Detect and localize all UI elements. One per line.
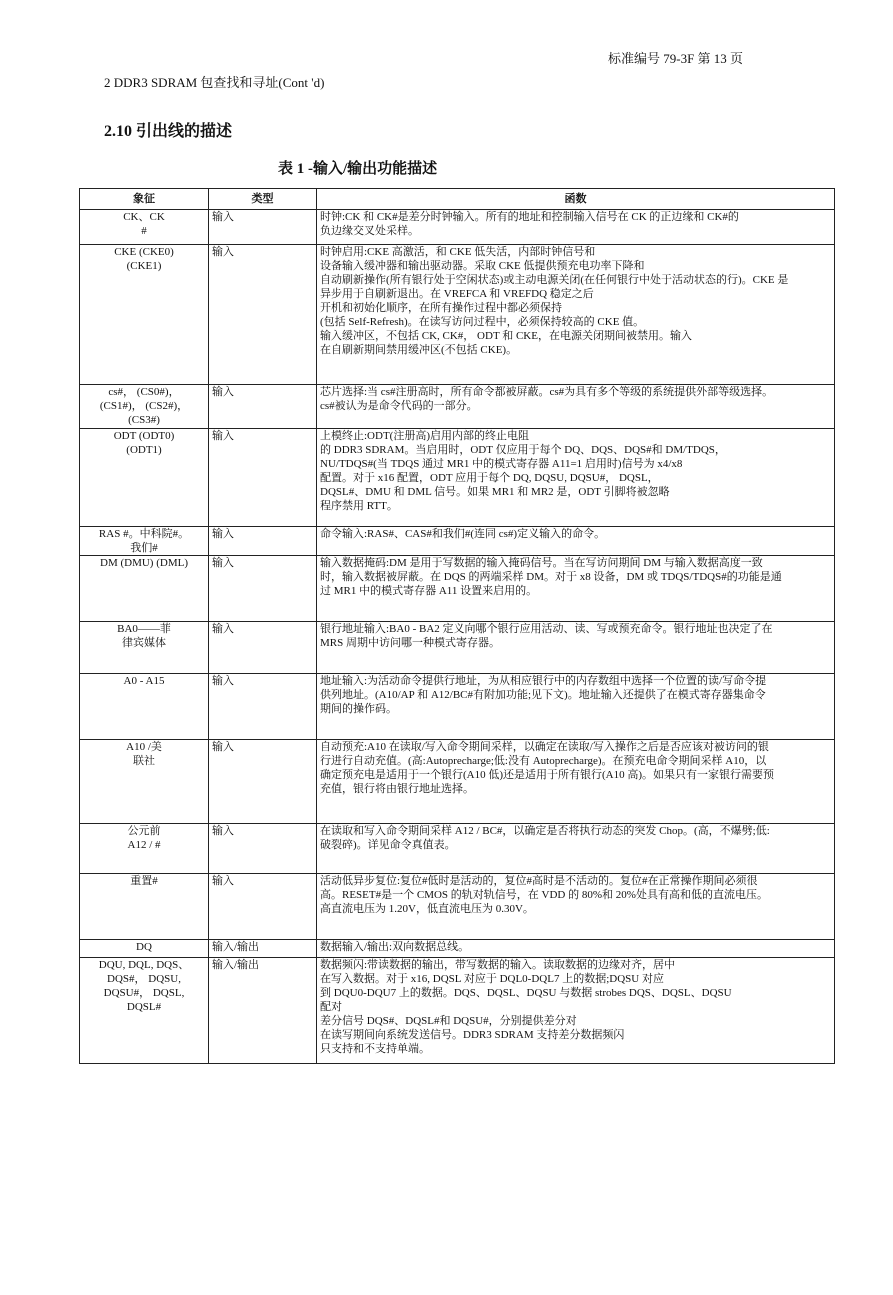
function-cell: 数据输入/输出:双向数据总线。 [317, 940, 835, 958]
symbol-cell: DQU, DQL, DQS、 DQS#， DQSU, DQSU#， DQSL, DQSL# [80, 958, 209, 1064]
symbol-cell: DM (DMU) (DML) [80, 556, 209, 622]
symbol-cell: CKE (CKE0) (CKE1) [80, 245, 209, 385]
type-cell: 输入 [209, 556, 317, 622]
symbol-cell: DQ [80, 940, 209, 958]
type-cell: 输入 [209, 527, 317, 556]
symbol-cell: cs#， (CS0#)， (CS1#)， (CS2#)， (CS3#) [80, 385, 209, 429]
type-cell: 输入 [209, 622, 317, 674]
type-cell: 输入 [209, 740, 317, 824]
function-cell: 输入数据掩码:DM 是用于写数据的输入掩码信号。当在写访问期间 DM 与输入数据高度一致 时，输入数据被屏蔽。在 DQS 的两端采样 DM。对于 x8 设备，DM 或 TDQS/TDQS#的功能是通 过 MR1 中的模式寄存器 A11 设置来启用的。 [317, 556, 835, 622]
type-cell: 输入 [209, 245, 317, 385]
symbol-cell: 公元前 A12 / # [80, 824, 209, 874]
symbol-cell: CK、CK # [80, 210, 209, 245]
symbol-cell: A10 /美 联社 [80, 740, 209, 824]
table-row [80, 429, 835, 527]
function-cell: 在读取和写入命令期间采样 A12 / BC#，以确定是否将执行动态的突发 Chop。(高，不爆劈;低: 破裂碎)。详见命令真值表。 [317, 824, 835, 874]
symbol-cell: BA0——菲 律宾媒体 [80, 622, 209, 674]
function-cell: 命令输入:RAS#、CAS#和我们#(连同 cs#)定义输入的命令。 [317, 527, 835, 556]
table-row [80, 556, 835, 622]
type-cell: 输入 [209, 874, 317, 940]
symbol-cell: RAS #。中科院#。 我们# [80, 527, 209, 556]
function-cell: 银行地址输入:BA0 - BA2 定义向哪个银行应用活动、读、写或预充命令。银行地址也决定了在 MRS 周期中访问哪一种模式寄存器。 [317, 622, 835, 674]
section-title: 2.10 引出线的描述 [104, 123, 233, 140]
function-cell: 时钟启用:CKE 高激活，和 CKE 低失活，内部时钟信号和 设备输入缓冲器和输出驱动器。采取 CKE 低提供预充电功率下降和 自动刷新操作(所有银行处于空闲状态)或主动电源关闭(在任何银行中处于活动状态的行)。CKE 是 异步用于自刷新退出。在 VREFCA 和 VREFDQ 稳定之后 开机和初始化顺序，在所有操作过程中都必须保持 (包括 Self-Refresh)。在读写访问过程中，必须保持较高的 CKE 值。 输入缓冲区，不包括 CK, CK#， ODT 和 CKE，在电源关闭期间被禁用。输入 在自刷新期间禁用缓冲区(不包括 CKE)。 [317, 245, 835, 385]
section-header: 2 DDR3 SDRAM 包查找和寻址(Cont 'd) [104, 75, 325, 90]
pin-description-table [79, 188, 835, 1064]
function-cell: 芯片选择:当 cs#注册高时，所有命令都被屏蔽。cs#为具有多个等级的系统提供外部等级选择。 cs#被认为是命令代码的一部分。 [317, 385, 835, 429]
standard-number: 标准编号 79-3F 第 13 页 [608, 51, 744, 66]
type-cell: 输入/输出 [209, 958, 317, 1064]
table-row [80, 622, 835, 674]
table-row [80, 527, 835, 556]
header-symbol: 象征 [80, 189, 209, 210]
function-cell: 自动预充:A10 在读取/写入命令期间采样，以确定在读取/写入操作之后是否应该对被访问的银 行进行自动充值。(高:Autoprecharge;低:没有 Autoprecharge)。在预充电命令期间采样 A10，以 确定预充电是适用于一个银行(A10 低)还是适用于所有银行(A10 高)。如果只有一家银行需要预 充值，银行将由银行地址选择。 [317, 740, 835, 824]
function-cell: 地址输入:为活动命令提供行地址，为从相应银行中的内存数组中选择一个位置的读/写命令提 供列地址。(A10/AP 和 A12/BC#有附加功能;见下文)。地址输入还提供了在模式寄存器集命令 期间的操作码。 [317, 674, 835, 740]
table-row [80, 824, 835, 874]
table-title: 表 1 -输入/输出功能描述 [278, 161, 438, 177]
header-function: 函数 [317, 189, 835, 210]
table-row [80, 385, 835, 429]
header-type: 类型 [209, 189, 317, 210]
function-cell: 数据频闪:带读数据的输出，带写数据的输入。读取数据的边缘对齐，居中 在写入数据。对于 x16, DQSL 对应于 DQL0-DQL7 上的数据;DQSU 对应 到 DQU0-DQU7 上的数据。DQS、DQSL、DQSU 与数据 strobes DQS、DQSL、DQSU 配对 差分信号 DQS#、DQSL#和 DQSU#，分别提供差分对 在读写期间向系统发送信号。DDR3 SDRAM 支持差分数据频闪 只支持和不支持单端。 [317, 958, 835, 1064]
symbol-cell: ODT (ODT0) (ODT1) [80, 429, 209, 527]
table-row [80, 210, 835, 245]
table-row [80, 245, 835, 385]
table-row [80, 940, 835, 958]
type-cell: 输入 [209, 674, 317, 740]
symbol-cell: A0 - A15 [80, 674, 209, 740]
type-cell: 输入 [209, 824, 317, 874]
table-row [80, 874, 835, 940]
type-cell: 输入 [209, 210, 317, 245]
type-cell: 输入/输出 [209, 940, 317, 958]
table-row [80, 958, 835, 1064]
table-row [80, 674, 835, 740]
function-cell: 时钟:CK 和 CK#是差分时钟输入。所有的地址和控制输入信号在 CK 的正边缘和 CK#的 负边缘交叉处采样。 [317, 210, 835, 245]
function-cell: 活动低异步复位:复位#低时是活动的，复位#高时是不活动的。复位#在正常操作期间必须很 高。RESET#是一个 CMOS 的轨对轨信号，在 VDD 的 80%和 20%处具有高和低的直流电压。 高直流电压为 1.20V，低直流电压为 0.30V。 [317, 874, 835, 940]
symbol-cell: 重置# [80, 874, 209, 940]
function-cell: 上模终止:ODT(注册高)启用内部的终止电阻 的 DDR3 SDRAM。当启用时，ODT 仅应用于每个 DQ、DQS、DQS#和 DM/TDQS， NU/TDQS#(当 TDQS 通过 MR1 中的模式寄存器 A11=1 启用时)信号为 x4/x8 配置。对于 x16 配置，ODT 应用于每个 DQ, DQSU, DQSU#， DQSL， DQSL#、DMU 和 DML 信号。如果 MR1 和 MR2 是，ODT 引脚将被忽略 程序禁用 RTT。 [317, 429, 835, 527]
type-cell: 输入 [209, 385, 317, 429]
table-header-row [80, 189, 835, 210]
table-row [80, 740, 835, 824]
type-cell: 输入 [209, 429, 317, 527]
